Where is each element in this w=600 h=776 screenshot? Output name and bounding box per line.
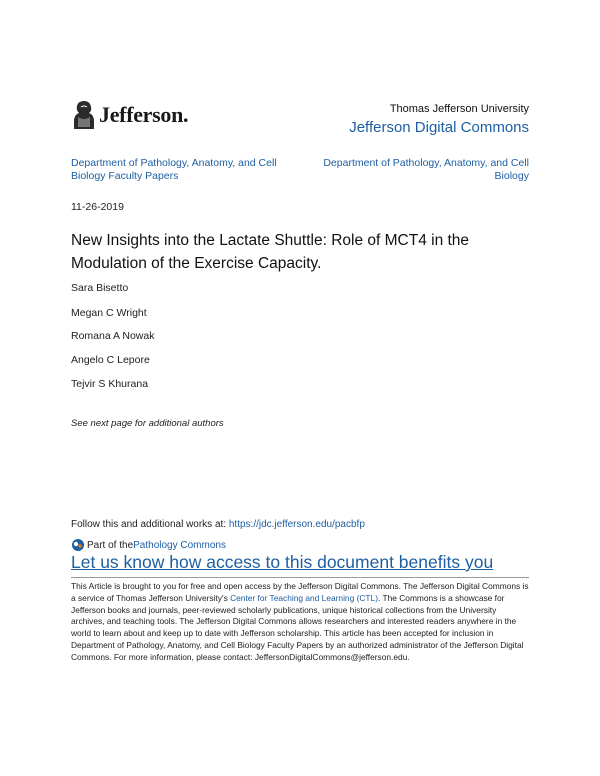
logo-text: Jefferson. bbox=[99, 102, 189, 127]
digital-commons-network-icon bbox=[71, 538, 85, 552]
department-series-link[interactable]: Department of Pathology, Anatomy, and Cell Biology Faculty Papers bbox=[71, 157, 277, 182]
part-of-line bbox=[71, 538, 226, 552]
part-prefix: Part of the bbox=[87, 539, 134, 551]
access-notice bbox=[71, 581, 531, 664]
jefferson-logo[interactable] bbox=[72, 99, 188, 131]
additional-authors-note: See next page for additional authors bbox=[71, 418, 224, 429]
jefferson-bust-icon bbox=[72, 99, 96, 131]
follow-prefix: Follow this and additional works at: bbox=[71, 519, 229, 530]
publication-date: 11-26-2019 bbox=[71, 201, 124, 213]
commons-title-link[interactable]: Jefferson Digital Commons bbox=[349, 119, 529, 136]
author-name: Romana A Nowak bbox=[71, 330, 155, 342]
author-name: Sara Bisetto bbox=[71, 282, 129, 294]
university-name: Thomas Jefferson University bbox=[389, 103, 529, 115]
notice-text: This Article is brought to you for free and open access by the Jefferson Digital Commons. The Jefferson Digital Commons is a service of Thomas Jefferson University's bbox=[71, 581, 529, 603]
divider bbox=[71, 577, 529, 578]
feedback-link[interactable]: Let us know how access to this document benefits you bbox=[71, 552, 494, 572]
notice-text: . The Commons is a showcase for Jefferson books and journals, peer-reviewed scholarly publications, unique historical collections from the University archives, and teaching tools. The Jefferson Digital Commons allows researchers and interested readers anywhere in the world to learn about and keep up to date with Jefferson scholarship. This article has been accepted for inclusion in Department of Pathology, Anatomy, and Cell Biology Faculty Papers by an authorized administrator of the Jefferson Digital Commons. For more information, please contact: JeffersonDigitalCommons@jefferson.edu. bbox=[71, 592, 524, 662]
author-name: Angelo C Lepore bbox=[71, 354, 150, 366]
author-name: Tejvir S Khurana bbox=[71, 378, 149, 390]
ctl-link[interactable]: Center for Teaching and Learning (CTL) bbox=[230, 592, 378, 603]
follow-line bbox=[71, 519, 365, 530]
pathology-commons-link[interactable]: Pathology Commons bbox=[133, 539, 226, 551]
article-title: New Insights into the Lactate Shuttle: Role of MCT4 in the Modulation of the Exercise Capacity. bbox=[71, 232, 470, 272]
department-link[interactable]: Department of Pathology, Anatomy, and Cell Biology bbox=[323, 157, 529, 182]
author-name: Megan C Wright bbox=[71, 307, 147, 319]
follow-url-link[interactable]: https://jdc.jefferson.edu/pacbfp bbox=[228, 519, 365, 530]
